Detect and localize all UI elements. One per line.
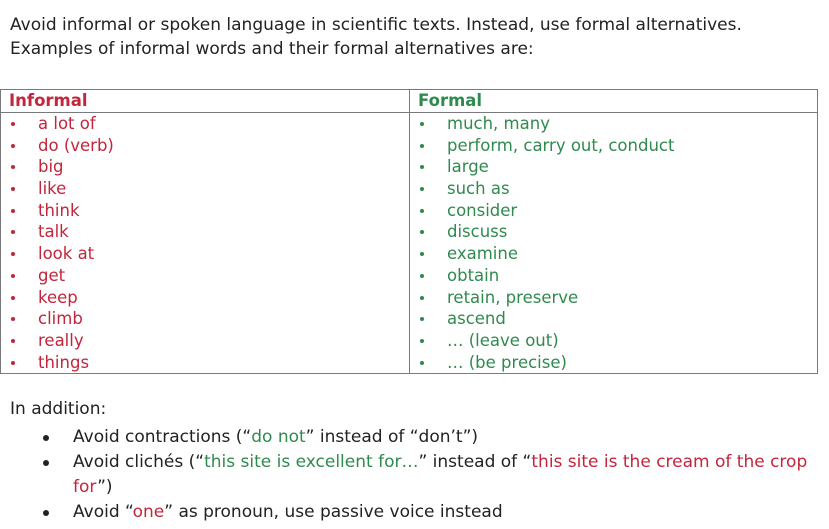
table-header-row xyxy=(1,90,818,113)
informal-word: do (verb) xyxy=(38,135,114,155)
formal-list-item xyxy=(418,265,817,287)
formal-list-item xyxy=(418,330,817,352)
informal-list-item xyxy=(9,200,409,222)
tip-text: ”) xyxy=(97,477,113,497)
intro-line-1: Avoid informal or spoken language in scientific texts. Instead, use formal alternatives. xyxy=(10,15,742,35)
bullet-icon xyxy=(420,274,424,278)
bullet-icon xyxy=(420,187,424,191)
formal-list-item xyxy=(418,178,817,200)
bullet-icon xyxy=(420,122,424,126)
bullet-icon xyxy=(43,435,49,441)
bullet-icon xyxy=(43,460,49,466)
bullet-icon xyxy=(11,361,15,365)
bullet-icon xyxy=(43,510,49,516)
formal-list-item xyxy=(418,156,817,178)
formal-word: … (be precise) xyxy=(447,352,567,372)
bullet-icon xyxy=(11,317,15,321)
formal-word: consider xyxy=(447,200,518,220)
informal-word: things xyxy=(38,352,90,372)
formal-word: large xyxy=(447,157,489,177)
informal-word: climb xyxy=(38,309,83,329)
formal-word: perform, carry out, conduct xyxy=(447,135,675,155)
tips-list xyxy=(10,425,810,525)
bullet-icon xyxy=(11,252,15,256)
bullet-icon xyxy=(420,144,424,148)
informal-word: really xyxy=(38,330,84,350)
bullet-icon xyxy=(420,361,424,365)
informal-word: keep xyxy=(38,287,78,307)
informal-word: look at xyxy=(38,244,95,264)
formal-word: ascend xyxy=(447,309,506,329)
bullet-icon xyxy=(11,144,15,148)
formal-list-item xyxy=(418,113,817,135)
informal-word: a lot of xyxy=(38,114,96,133)
addition-heading: In addition: xyxy=(10,399,107,419)
tip-text: Avoid contractions (“ xyxy=(73,427,252,447)
informal-list-item xyxy=(9,352,409,374)
formal-word: examine xyxy=(447,244,519,264)
formal-word: retain, preserve xyxy=(447,287,579,307)
informal-word: big xyxy=(38,157,64,177)
formal-list-item xyxy=(418,243,817,265)
formal-list-item xyxy=(418,352,817,374)
bullet-icon xyxy=(11,274,15,278)
informal-formal-table xyxy=(0,89,818,374)
bullet-icon xyxy=(11,296,15,300)
bullet-icon xyxy=(420,339,424,343)
tip-cliches xyxy=(10,450,810,500)
tip-text: ” instead of “don’t”) xyxy=(305,427,479,447)
bullet-icon xyxy=(11,209,15,213)
informal-list-item xyxy=(9,330,409,352)
formal-column-header: Formal xyxy=(410,90,818,113)
bullet-icon xyxy=(420,252,424,256)
bullet-icon xyxy=(11,165,15,169)
bullet-icon xyxy=(420,317,424,321)
informal-word: like xyxy=(38,179,67,199)
formal-example: this site is excellent for… xyxy=(204,452,419,472)
table-body-row xyxy=(1,113,818,374)
intro-line-2: Examples of informal words and their formal alternatives are: xyxy=(10,39,534,59)
bullet-icon xyxy=(11,122,15,126)
formal-list-item xyxy=(418,287,817,309)
formal-word: much, many xyxy=(447,114,550,133)
formal-word: such as xyxy=(447,179,510,199)
formal-word-list xyxy=(410,113,817,373)
informal-word: think xyxy=(38,200,80,220)
bullet-icon xyxy=(11,339,15,343)
informal-list-item xyxy=(9,156,409,178)
formal-list-item xyxy=(418,200,817,222)
bullet-icon xyxy=(420,296,424,300)
bullet-icon xyxy=(11,230,15,234)
bullet-icon xyxy=(420,209,424,213)
informal-list-item xyxy=(9,287,409,309)
tip-text: Avoid “ xyxy=(73,502,133,522)
formal-list-item xyxy=(418,135,817,157)
formal-list-item xyxy=(418,221,817,243)
informal-word: talk xyxy=(38,222,69,242)
formal-word: … (leave out) xyxy=(447,330,559,350)
formal-word: discuss xyxy=(447,222,508,242)
formal-cell xyxy=(410,113,818,374)
formal-example: do not xyxy=(251,427,306,447)
informal-word: get xyxy=(38,265,66,285)
tip-contractions xyxy=(10,425,810,450)
informal-cell xyxy=(1,113,410,374)
informal-list-item xyxy=(9,308,409,330)
tip-pronoun xyxy=(10,500,810,525)
informal-column-header: Informal xyxy=(1,90,410,113)
informal-list-item xyxy=(9,265,409,287)
informal-list-item xyxy=(9,243,409,265)
tip-text: ” as pronoun, use passive voice instead xyxy=(164,502,503,522)
informal-word-list xyxy=(1,113,409,373)
formal-list-item xyxy=(418,308,817,330)
tip-text: ” instead of “ xyxy=(418,452,532,472)
informal-example: one xyxy=(132,502,165,522)
formal-word: obtain xyxy=(447,265,500,285)
informal-example: this site is the cream of the crop for xyxy=(73,452,808,497)
bullet-icon xyxy=(420,165,424,169)
intro-paragraph xyxy=(10,13,820,61)
informal-list-item xyxy=(9,113,409,135)
bullet-icon xyxy=(420,230,424,234)
informal-list-item xyxy=(9,135,409,157)
tip-text: Avoid clichés (“ xyxy=(73,452,205,472)
informal-list-item xyxy=(9,221,409,243)
addition-section xyxy=(10,397,810,525)
bullet-icon xyxy=(11,187,15,191)
informal-list-item xyxy=(9,178,409,200)
